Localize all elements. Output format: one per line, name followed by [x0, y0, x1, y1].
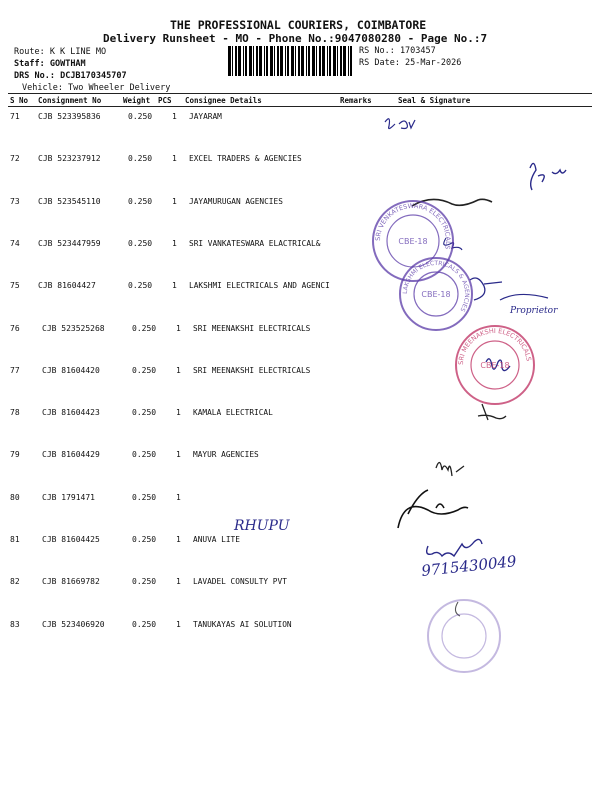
rs-date: RS Date: 25-Mar-2026: [359, 58, 462, 68]
stamp-meenakshi-city: CBE-18: [480, 361, 510, 370]
row-weight: 0.250: [132, 323, 157, 333]
stamp-meenakshi-text: SRI MEENAKSHI ELECTRICALS: [456, 326, 533, 366]
svg-text:SRI MEENAKSHI ELECTRICALS: [457, 327, 533, 365]
signature-72: [530, 163, 566, 190]
row-pcs: 1: [176, 492, 181, 502]
row-consignment-no: CJB 81604425: [42, 535, 100, 544]
row-pcs: 1: [176, 323, 181, 333]
row-consignment-no: CJB 81604420: [42, 365, 100, 375]
row-consignment-no: CJB 523406920: [42, 619, 105, 629]
row-sno: 78: [10, 408, 20, 418]
row-consignment-no: CJB 1791471: [42, 492, 95, 502]
row-sno: 82: [10, 577, 20, 587]
row-consignee: SRI MEENAKSHI ELECTRICALS: [193, 323, 311, 333]
row-consignment-no: CJB 81604423: [42, 408, 100, 418]
row-pcs: 1: [172, 154, 177, 164]
row-pcs: 1: [172, 196, 177, 206]
row-sno: 81: [10, 535, 20, 544]
stamp-faded: [424, 596, 504, 676]
stamp-lakshmi-city: CBE-18: [421, 290, 451, 299]
row-weight: 0.250: [132, 535, 157, 544]
col-consignee: Consignee Details: [185, 96, 262, 105]
row-consignment-no: CJB 523395836: [38, 112, 101, 121]
staff-label: Staff:: [14, 59, 45, 69]
row-consignee: JAYARAM: [189, 112, 222, 121]
row-consignee: KAMALA ELECTRICAL: [193, 408, 273, 418]
row-pcs: 1: [176, 408, 181, 418]
row-consignment-no: CJB 81604429: [42, 450, 100, 460]
row-consignee: MAYUR AGENCIES: [193, 450, 259, 460]
drs-value: DCJB170345707: [60, 71, 127, 81]
row-sno: 77: [10, 365, 20, 375]
remark-81-handwriting: RHUPU: [234, 518, 290, 534]
proprietor-handwriting: Proprietor: [510, 306, 558, 316]
vehicle-field: Vehicle: Two Wheeler Delivery: [22, 83, 171, 93]
route-field: Route: K K LINE MO: [14, 47, 107, 57]
col-pcs: PCS: [158, 96, 172, 105]
row-consignment-no: CJB 523447959: [38, 238, 101, 248]
drs-label: DRS No.:: [14, 71, 55, 81]
row-consignee: TANUKAYAS AI SOLUTION: [193, 619, 292, 629]
col-weight: Weight: [123, 96, 151, 105]
row-pcs: 1: [172, 238, 177, 248]
row-sno: 80: [10, 492, 20, 502]
signature-71: [385, 119, 415, 129]
row-consignment-no: CJB 523525268: [42, 323, 105, 333]
signature-79: [436, 462, 464, 476]
row-consignment-no: CJB 81669782: [42, 577, 100, 587]
row-consignee: SRI MEENAKSHI ELECTRICALS: [193, 365, 311, 375]
row-pcs: 1: [172, 281, 177, 291]
row-consignment-no: CJB 523545110: [38, 196, 101, 206]
row-weight: 0.250: [132, 365, 157, 375]
runsheet-subtitle: Delivery Runsheet - MO - Phone No.:9047080280 - Page No.:7: [103, 32, 488, 45]
stamp-venkateswara-city: CBE-18: [398, 237, 428, 246]
col-consignment: Consignment No: [38, 96, 102, 105]
row-weight: 0.250: [128, 238, 153, 248]
row-sno: 75: [10, 281, 20, 291]
row-consignee: ANUVA LITE: [193, 535, 240, 544]
row-weight: 0.250: [128, 154, 153, 164]
staff-value: GOWTHAM: [49, 59, 86, 69]
row-sno: 83: [10, 619, 20, 629]
row-consignee: EXCEL TRADERS & AGENCIES: [189, 154, 302, 164]
row-consignee: LAKSHMI ELECTRICALS AND AGENCI: [189, 281, 330, 291]
col-remarks: Remarks: [340, 96, 372, 105]
stamp-meenakshi: [452, 322, 538, 408]
row-pcs: 1: [176, 450, 181, 460]
signature-80: [398, 490, 468, 528]
row-sno: 73: [10, 196, 20, 206]
row-consignee: SRI VANKATESWARA ELACTRICAL&: [189, 238, 321, 248]
row-sno: 72: [10, 154, 20, 164]
row-weight: 0.250: [132, 577, 157, 587]
stamp-lakshmi-text: LAKSHMI ELECTRICALS & AGENCIES: [401, 259, 471, 313]
company-title: THE PROFESSIONAL COURIERS, COIMBATORE: [170, 18, 427, 32]
row-pcs: 1: [176, 577, 181, 587]
phone-handwriting: 9715430049: [420, 552, 518, 580]
row-pcs: 1: [176, 535, 181, 544]
row-weight: 0.250: [132, 450, 157, 460]
row-sno: 74: [10, 238, 20, 248]
signature-75b: [500, 294, 548, 300]
signature-81: [427, 539, 482, 556]
rs-number: RS No.: 1703457: [359, 46, 436, 56]
col-seal: Seal & Signature: [398, 96, 471, 105]
row-pcs: 1: [176, 365, 181, 375]
row-pcs: 1: [176, 619, 181, 629]
row-sno: 79: [10, 450, 20, 460]
row-consignment-no: CJB 81604427: [38, 281, 96, 291]
row-weight: 0.250: [132, 408, 157, 418]
row-consignee: JAYAMURUGAN AGENCIES: [189, 196, 283, 206]
col-sno: S No: [10, 96, 29, 105]
row-weight: 0.250: [132, 492, 157, 502]
stamp-venkateswara-text: SRI VENKATESWARA ELECTRICALS: [373, 201, 453, 250]
row-pcs: 1: [172, 112, 177, 121]
row-consignment-no: CJB 523237912: [38, 154, 101, 164]
row-weight: 0.250: [128, 281, 153, 291]
row-sno: 71: [10, 112, 20, 121]
row-weight: 0.250: [128, 112, 153, 121]
row-consignee: LAVADEL CONSULTY PVT: [193, 577, 287, 587]
row-weight: 0.250: [128, 196, 153, 206]
row-sno: 76: [10, 323, 20, 333]
row-weight: 0.250: [132, 619, 157, 629]
